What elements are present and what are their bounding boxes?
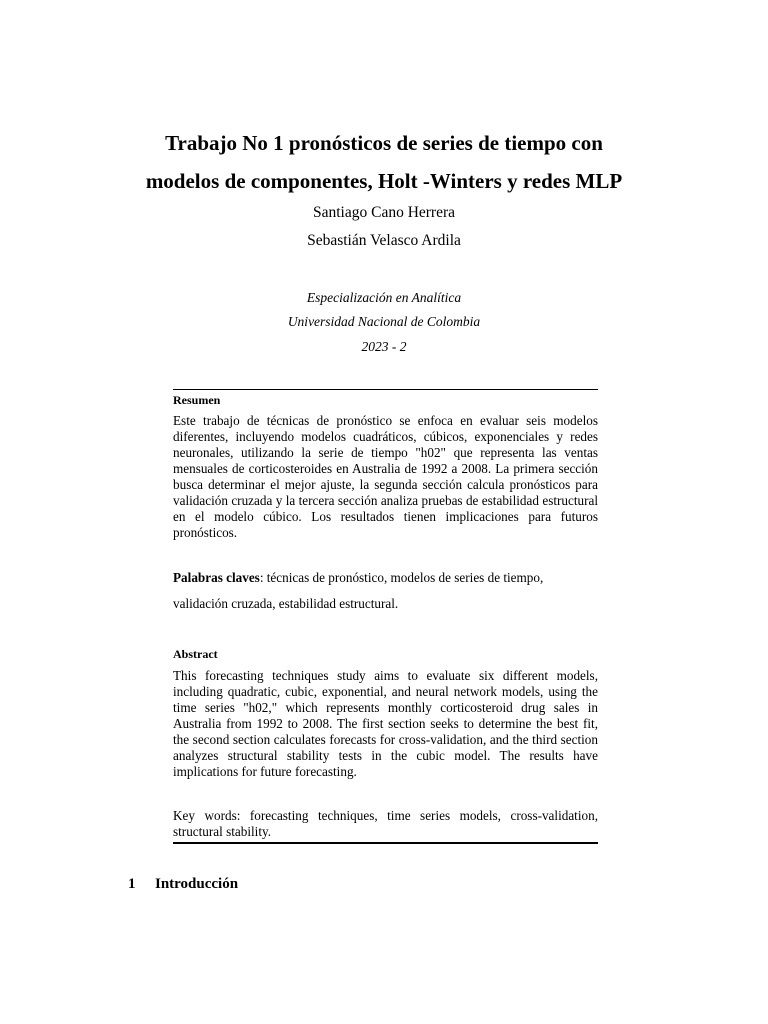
palabras-claves-label: Palabras claves (173, 570, 260, 585)
abstract-bottom-rule (173, 842, 598, 844)
section-number: 1 (128, 876, 136, 892)
keywords-text: Key words: forecasting techniques, time series models, cross-validation, structural stability. (173, 808, 598, 839)
affiliation-program: Especialización en Analítica (306, 290, 462, 305)
abstract-top-rule (173, 389, 598, 390)
section-heading: Introducción (155, 876, 239, 892)
abstract-text: This forecasting techniques study aims to evaluate six different models, including quadratic, cubic, exponential, and neural network models, using the time series "h02," which represents monthly corticosteroid drug sales in Australia from 1992 to 2008. The first section seeks to determine the best fit, the second section calculates forecasts for cross-validation, and the third section analyzes structural stability tests in the cubic model. The results have implications for future forecasting. (173, 668, 598, 779)
title-line-2: modelos de componentes, Holt -Winters y redes MLP (145, 169, 623, 193)
affiliation-university: Universidad Nacional de Colombia (287, 314, 481, 329)
resumen-label: Resumen (173, 393, 221, 407)
title-line-1: Trabajo No 1 pronósticos de series de tiempo con (165, 131, 603, 155)
author-2: Sebastián Velasco Ardila (307, 232, 461, 249)
affiliation-term: 2023 - 2 (361, 339, 407, 354)
abstract-label: Abstract (173, 647, 218, 661)
resumen-text: Este trabajo de técnicas de pronóstico se enfoca en evaluar seis modelos diferentes, incluyendo modelos cuadráticos, cúbicos, exponenciales y redes neuronales, utilizando la serie de tiempo "h02" que representa las ventas mensuales de corticosteroides en Australia de 1992 a 2008. La primera sección busca determinar el mejor ajuste, la segunda sección calcula pronósticos para validación cruzada y la tercera sección analiza pruebas de estabilidad estructural en el modelo cúbico. Los resultados tienen implicaciones para futuros pronósticos. (173, 413, 598, 540)
palabras-claves-text: : técnicas de pronóstico, modelos de series de tiempo, validación cruzada, estabilidad estructural. (173, 570, 544, 611)
palabras-claves (173, 565, 598, 617)
paper-title (0, 124, 768, 200)
author-1: Santiago Cano Herrera (312, 204, 456, 221)
